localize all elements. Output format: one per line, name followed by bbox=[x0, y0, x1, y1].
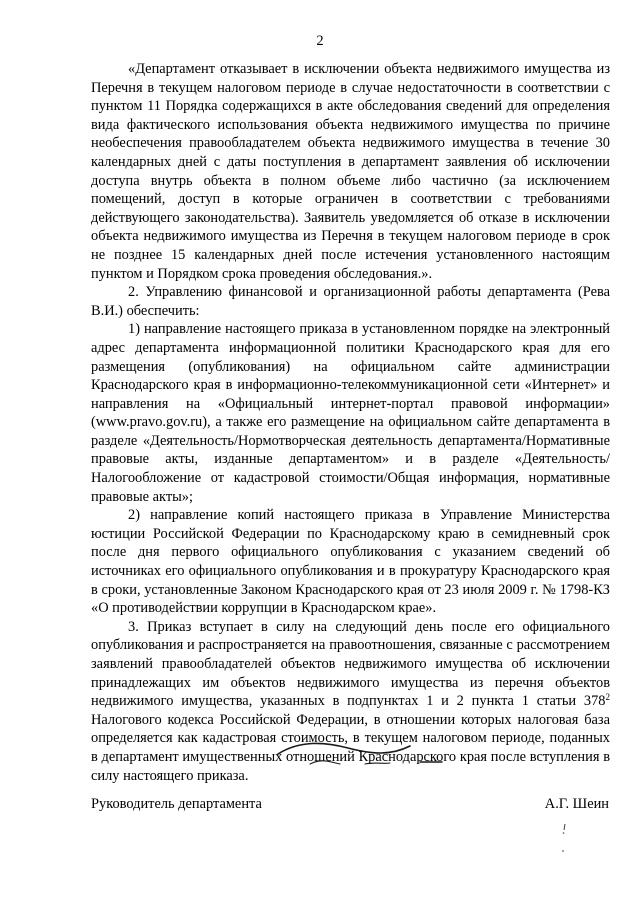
handwritten-signature bbox=[270, 728, 470, 772]
paragraph-5-text-end: Налогового кодекса Российской Федерации, в отношении которых налоговая база определяется как кадастровая стоимость, в текущем налоговом периоде, поданных в департамент имущественных отношений Краснодарского края после вступления в силу настоящего приказа. bbox=[91, 711, 610, 784]
document-body bbox=[91, 60, 610, 785]
scan-mark bbox=[560, 822, 570, 836]
signatory-name: А.Г. Шеин bbox=[544, 796, 609, 812]
paragraph-5-text-start: 3. Приказ вступает в силу на следующий день после его официального опубликования и распространяется на правоотношения, связанные с рассмотрением заявлений правообладателей объектов недвижимого имущества об исключении принадлежащих им объектов недвижимого имущества из перечня объектов недвижимого имущества, указанных в подпунктах 1 и 2 пункта 1 статьи 378 bbox=[91, 618, 610, 710]
paragraph-1: «Департамент отказывает в исключении объекта недвижимого имущества из Перечня в текущем налоговом периоде в случае недостаточности в соответствии с пунктом 11 Порядка содержащихся в акте обследования сведений для определения вида фактического использования объекта недвижимого имущества по причине необеспечения правообладателем объекта недвижимого имущества в течение 30 календарных дней с даты поступления в департамент заявления об исключении доступа внутрь объекта в полном объеме либо частично (за исключением помещений, доступ в которые ограничен в соответствии с требованиями действующего законодательства). Заявитель уведомляется об отказе в исключении объекта недвижимого имущества из Перечня в текущем налоговом периоде в срок не позднее 15 календарных дней после истечения установленного настоящим пунктом и Порядком срока проведения обследования.». bbox=[91, 61, 610, 282]
scan-mark bbox=[560, 848, 566, 854]
page-number: 2 bbox=[316, 33, 324, 49]
signatory-position: Руководитель департамента bbox=[91, 796, 262, 812]
article-superscript: 2 bbox=[605, 692, 610, 703]
paragraph-4: 2) направление копий настоящего приказа в Управление Министерства юстиции Российской Федерации по Краснодарскому краю в семидневный срок после дня первого официального опубликования с указанием сведений об источниках его официального опубликования и в прокуратуру Краснодарского края в сроки, установленные Законом Краснодарского края от 23 июля 2009 г. № 1798-КЗ «О противодействии коррупции в Краснодарском крае». bbox=[91, 507, 610, 617]
paragraph-3: 1) направление настоящего приказа в установленном порядке на электронный адрес департамента информационной политики Краснодарского края для его размещения (опубликования) на официальном сайте администрации Краснодарского края в информационно-телекоммуникационной сети «Интернет» и направления на «Официальный интернет-портал правовой информации» (www.pravo.gov.ru), а также его размещение на официальном сайте департамента в разделе «Деятельность/Нормотворческая деятельность департамента/Нормативные правовые акты, изданные департаментом» и в разделе «Деятельность/Налогообложение от кадастровой стоимости/Общая информация, нормативные правовые акты»; bbox=[91, 321, 610, 505]
paragraph-2: 2. Управлению финансовой и организационной работы департамента (Рева В.И.) обеспечить: bbox=[91, 284, 610, 319]
